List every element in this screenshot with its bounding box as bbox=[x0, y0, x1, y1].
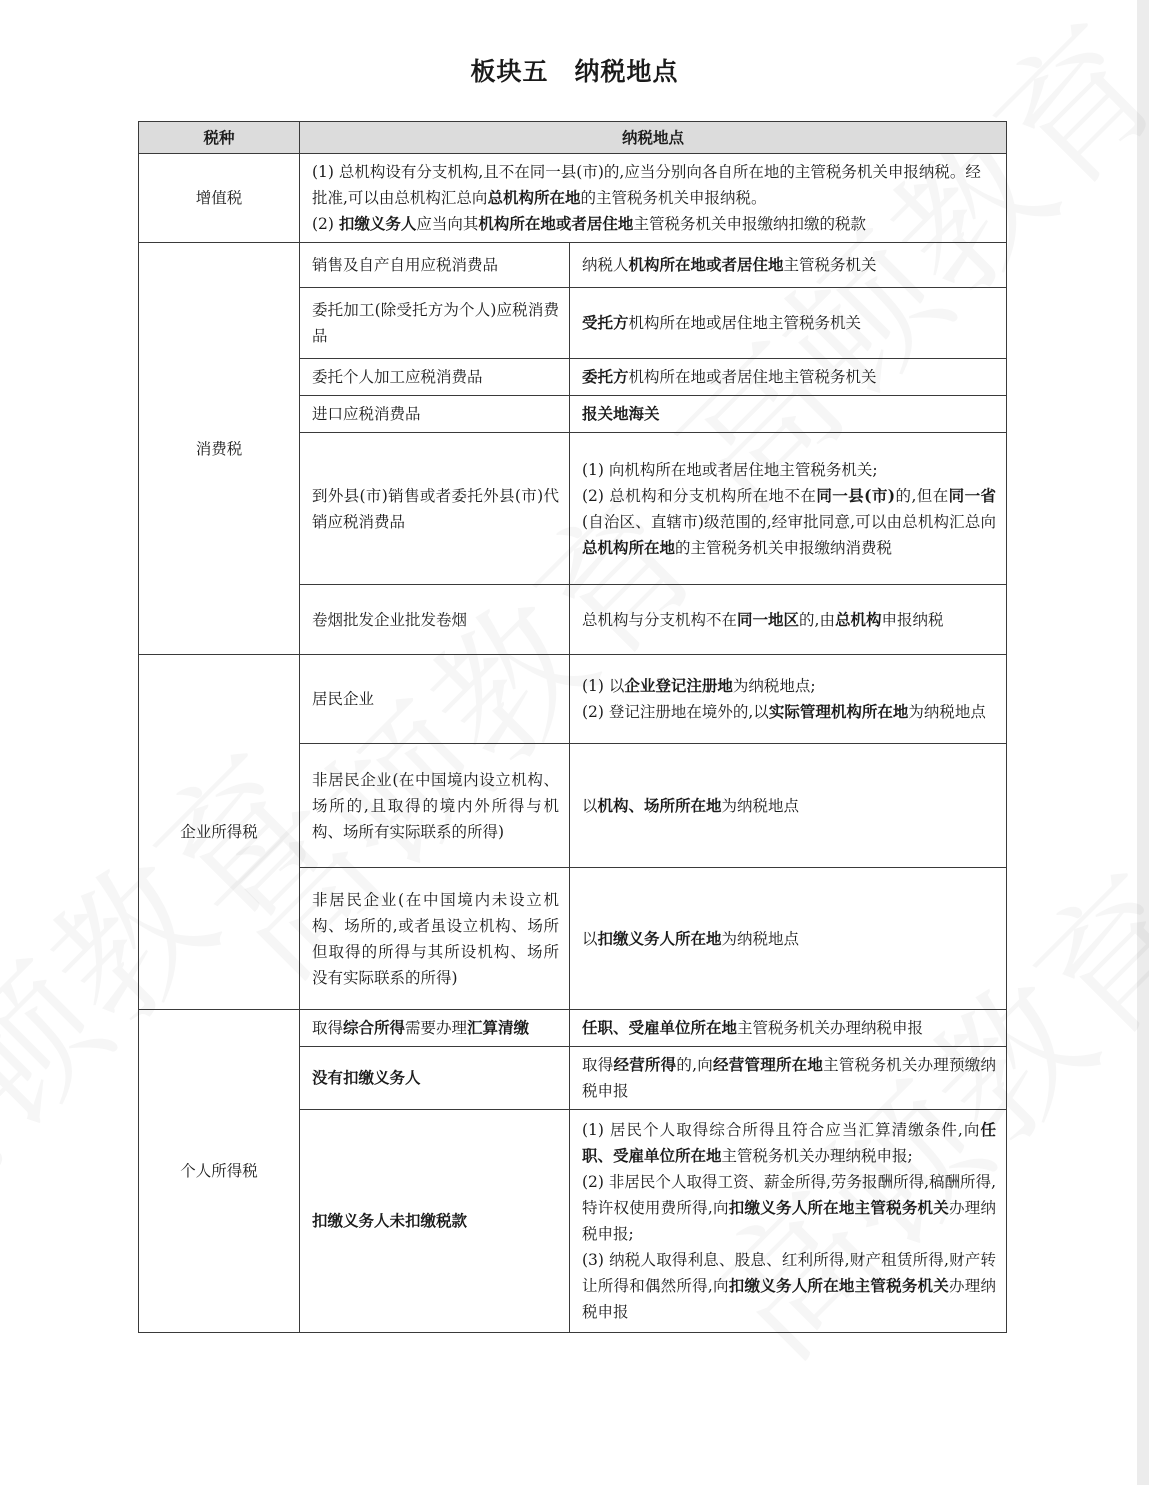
emphasis-text: 汇算清缴 bbox=[467, 1018, 530, 1037]
emphasis-text: 总机构所在地 bbox=[582, 537, 676, 557]
text-segment: 居民企业 bbox=[312, 690, 375, 708]
paragraph bbox=[582, 401, 996, 427]
tax-type-cell: 个人所得税 bbox=[139, 1010, 300, 1333]
text-segment: 需要办理 bbox=[405, 1019, 468, 1037]
text-segment: 到外县(市)销售或者委托外县(市)代销应税消费品 bbox=[312, 486, 559, 531]
text-segment: 为纳税地点 bbox=[908, 703, 986, 721]
paragraph bbox=[582, 364, 996, 390]
item-cell bbox=[300, 1110, 570, 1333]
paragraph bbox=[582, 483, 996, 561]
text-segment: 为纳税地点 bbox=[721, 929, 800, 948]
table-row-vat bbox=[139, 154, 1007, 243]
emphasis-text: 扣缴义务人所在地主管税务机关 bbox=[728, 1198, 950, 1217]
text-segment: (自治区、直辖市)级范围的,经审批同意,可以由总机构汇总向 bbox=[582, 512, 997, 531]
emphasis-text: 任职、受雇单位所在地 bbox=[582, 1120, 997, 1165]
emphasis-text: 同一省 bbox=[948, 485, 997, 505]
emphasis-text: 报关地海关 bbox=[582, 404, 660, 423]
text-segment: 取得 bbox=[312, 1019, 344, 1037]
text-segment: 取得 bbox=[582, 1056, 614, 1074]
paragraph bbox=[582, 673, 996, 699]
paragraph bbox=[582, 926, 996, 952]
text-segment: 申报纳税 bbox=[881, 610, 944, 629]
text-segment: (2) 登记注册地在境外的,以 bbox=[582, 703, 769, 721]
text-segment: 的,由 bbox=[799, 610, 835, 629]
emphasis-text: 经营管理所在地 bbox=[713, 1055, 824, 1074]
text-segment: (1) 居民个人取得综合所得且符合应当汇算清缴条件,向 bbox=[582, 1121, 981, 1139]
paragraph bbox=[582, 1117, 996, 1169]
item-cell bbox=[300, 433, 570, 585]
place-cell bbox=[300, 154, 1007, 243]
place-cell bbox=[570, 396, 1007, 433]
text-segment: 主管税务机关办理纳税申报 bbox=[737, 1019, 924, 1037]
emphasis-text: 综合所得 bbox=[343, 1018, 406, 1037]
place-cell bbox=[570, 868, 1007, 1010]
text-segment: 总机构与分支机构不在 bbox=[582, 610, 738, 629]
page-edge bbox=[1137, 0, 1149, 1485]
text-segment: 以 bbox=[582, 929, 598, 948]
section-number: 板块五 bbox=[470, 57, 549, 86]
emphasis-text: 总机构 bbox=[834, 609, 882, 629]
item-cell bbox=[300, 744, 570, 868]
text-segment: 主管税务机关申报缴纳扣缴的税款 bbox=[633, 215, 866, 233]
header-tax-place: 纳税地点 bbox=[300, 122, 1007, 154]
item-cell bbox=[300, 1047, 570, 1110]
emphasis-text: 受托方 bbox=[582, 313, 629, 332]
paragraph bbox=[582, 699, 996, 725]
table-header-row bbox=[139, 122, 1007, 154]
emphasis-text: 同一县(市) bbox=[816, 485, 896, 505]
place-cell bbox=[570, 359, 1007, 396]
tax-type-cell: 增值税 bbox=[139, 154, 300, 243]
place-cell bbox=[570, 1110, 1007, 1333]
emphasis-text: 扣缴义务人所在地主管税务机关 bbox=[728, 1276, 950, 1295]
place-cell bbox=[570, 585, 1007, 655]
paragraph bbox=[582, 252, 996, 278]
paragraph bbox=[582, 1169, 996, 1247]
text-segment: (1) 总机构设有分支机构,且不在同一县(市)的,应当分别向各自所在地的主管税务机关申报纳税。经批准,可以由总机构汇总向 bbox=[312, 163, 981, 207]
emphasis-text: 机构所在地或者居住地 bbox=[478, 214, 634, 233]
tax-type-cell: 消费税 bbox=[139, 243, 300, 655]
text-segment: 销售及自产自用应税消费品 bbox=[312, 256, 499, 274]
tax-place-table bbox=[138, 121, 1007, 1333]
item-cell bbox=[300, 359, 570, 396]
text-segment: 办理纳税申报; bbox=[582, 1199, 996, 1243]
table-row bbox=[139, 655, 1007, 744]
text-segment: 的,但在 bbox=[895, 486, 949, 505]
paragraph bbox=[582, 1015, 996, 1041]
emphasis-text: 扣缴义务人 bbox=[338, 214, 417, 233]
paragraph bbox=[582, 1247, 996, 1325]
item-cell bbox=[300, 1010, 570, 1047]
text-segment: 非居民企业(在中国境内未设立机构、场所的,或者虽设立机构、场所但取得的所得与其所设机构、场所没有实际联系的所得) bbox=[312, 890, 559, 987]
item-cell bbox=[300, 243, 570, 288]
paragraph bbox=[582, 1052, 996, 1104]
text-segment: 以 bbox=[582, 796, 598, 815]
page-title bbox=[0, 52, 1149, 88]
text-segment: (1) 向机构所在地或者居住地主管税务机关; bbox=[582, 460, 878, 479]
place-cell bbox=[570, 655, 1007, 744]
emphasis-text: 企业登记注册地 bbox=[624, 676, 733, 695]
paragraph bbox=[582, 310, 996, 336]
paragraph bbox=[312, 211, 996, 237]
text-segment: 进口应税消费品 bbox=[312, 405, 421, 423]
text-segment: 委托加工(除受托方为个人)应税消费品 bbox=[312, 301, 559, 345]
emphasis-text: 总机构所在地 bbox=[487, 188, 581, 207]
emphasis-text: 经营所得 bbox=[613, 1055, 677, 1074]
item-cell bbox=[300, 585, 570, 655]
item-cell bbox=[300, 655, 570, 744]
text-segment: 非居民企业(在中国境内设立机构、场所的,且取得的境内外所得与机构、场所有实际联系的所得) bbox=[312, 770, 559, 841]
paragraph bbox=[312, 159, 996, 211]
table-row bbox=[139, 1010, 1007, 1047]
text-segment: 机构所在地或者居住地主管税务机关 bbox=[628, 368, 877, 386]
paragraph bbox=[582, 793, 996, 819]
emphasis-text: 扣缴义务人所在地 bbox=[597, 928, 722, 948]
text-segment: 机构所在地或居住地主管税务机关 bbox=[628, 314, 862, 332]
item-cell bbox=[300, 288, 570, 359]
tax-type-cell: 企业所得税 bbox=[139, 655, 300, 1010]
emphasis-text: 扣缴义务人未扣缴税款 bbox=[312, 1211, 468, 1230]
emphasis-text: 委托方 bbox=[582, 367, 629, 386]
header-tax-type: 税种 bbox=[139, 122, 300, 154]
emphasis-text: 同一地区 bbox=[737, 609, 800, 629]
place-cell bbox=[570, 744, 1007, 868]
emphasis-text: 机构所在地或者居住地 bbox=[628, 255, 784, 274]
text-segment: 的,向 bbox=[676, 1056, 714, 1074]
text-segment: 为纳税地点 bbox=[721, 796, 800, 815]
section-title: 纳税地点 bbox=[574, 57, 679, 86]
place-cell bbox=[570, 288, 1007, 359]
text-segment: (2) 非居民个人取得工资、薪金所得,劳务报酬所得,稿酬所得,特许权使用费所得,向 bbox=[582, 1173, 997, 1217]
item-cell bbox=[300, 868, 570, 1010]
text-segment: 主管税务机关办理预缴纳税申报 bbox=[582, 1056, 996, 1100]
place-cell bbox=[570, 243, 1007, 288]
paragraph bbox=[582, 607, 996, 633]
emphasis-text: 没有扣缴义务人 bbox=[312, 1068, 421, 1087]
emphasis-text: 机构、场所所在地 bbox=[597, 795, 722, 815]
emphasis-text: 实际管理机构所在地 bbox=[768, 702, 909, 721]
text-segment: 应当向其 bbox=[416, 215, 479, 233]
text-segment: 为纳税地点; bbox=[732, 677, 816, 695]
paragraph bbox=[582, 457, 996, 483]
text-segment: 的主管税务机关申报纳税。 bbox=[580, 189, 767, 207]
place-cell bbox=[570, 1010, 1007, 1047]
text-segment: 纳税人 bbox=[582, 256, 629, 274]
place-cell bbox=[570, 1047, 1007, 1110]
text-segment: 主管税务机关办理纳税申报; bbox=[721, 1147, 913, 1165]
place-cell bbox=[570, 433, 1007, 585]
item-cell bbox=[300, 396, 570, 433]
text-segment: 委托个人加工应税消费品 bbox=[312, 368, 483, 386]
text-segment: (2) 总机构和分支机构所在地不在 bbox=[582, 486, 817, 505]
text-segment: (2) bbox=[312, 215, 339, 233]
text-segment: (1) 以 bbox=[582, 677, 625, 695]
text-segment: 办理纳税申报 bbox=[582, 1277, 996, 1321]
text-segment: 的主管税务机关申报缴纳消费税 bbox=[675, 538, 893, 557]
text-segment: 主管税务机关 bbox=[783, 256, 877, 274]
table-row bbox=[139, 243, 1007, 288]
text-segment: 卷烟批发企业批发卷烟 bbox=[312, 610, 468, 629]
text-segment: (3) 纳税人取得利息、股息、红利所得,财产租赁所得,财产转让所得和偶然所得,向 bbox=[582, 1251, 997, 1295]
emphasis-text: 任职、受雇单位所在地 bbox=[582, 1018, 738, 1037]
